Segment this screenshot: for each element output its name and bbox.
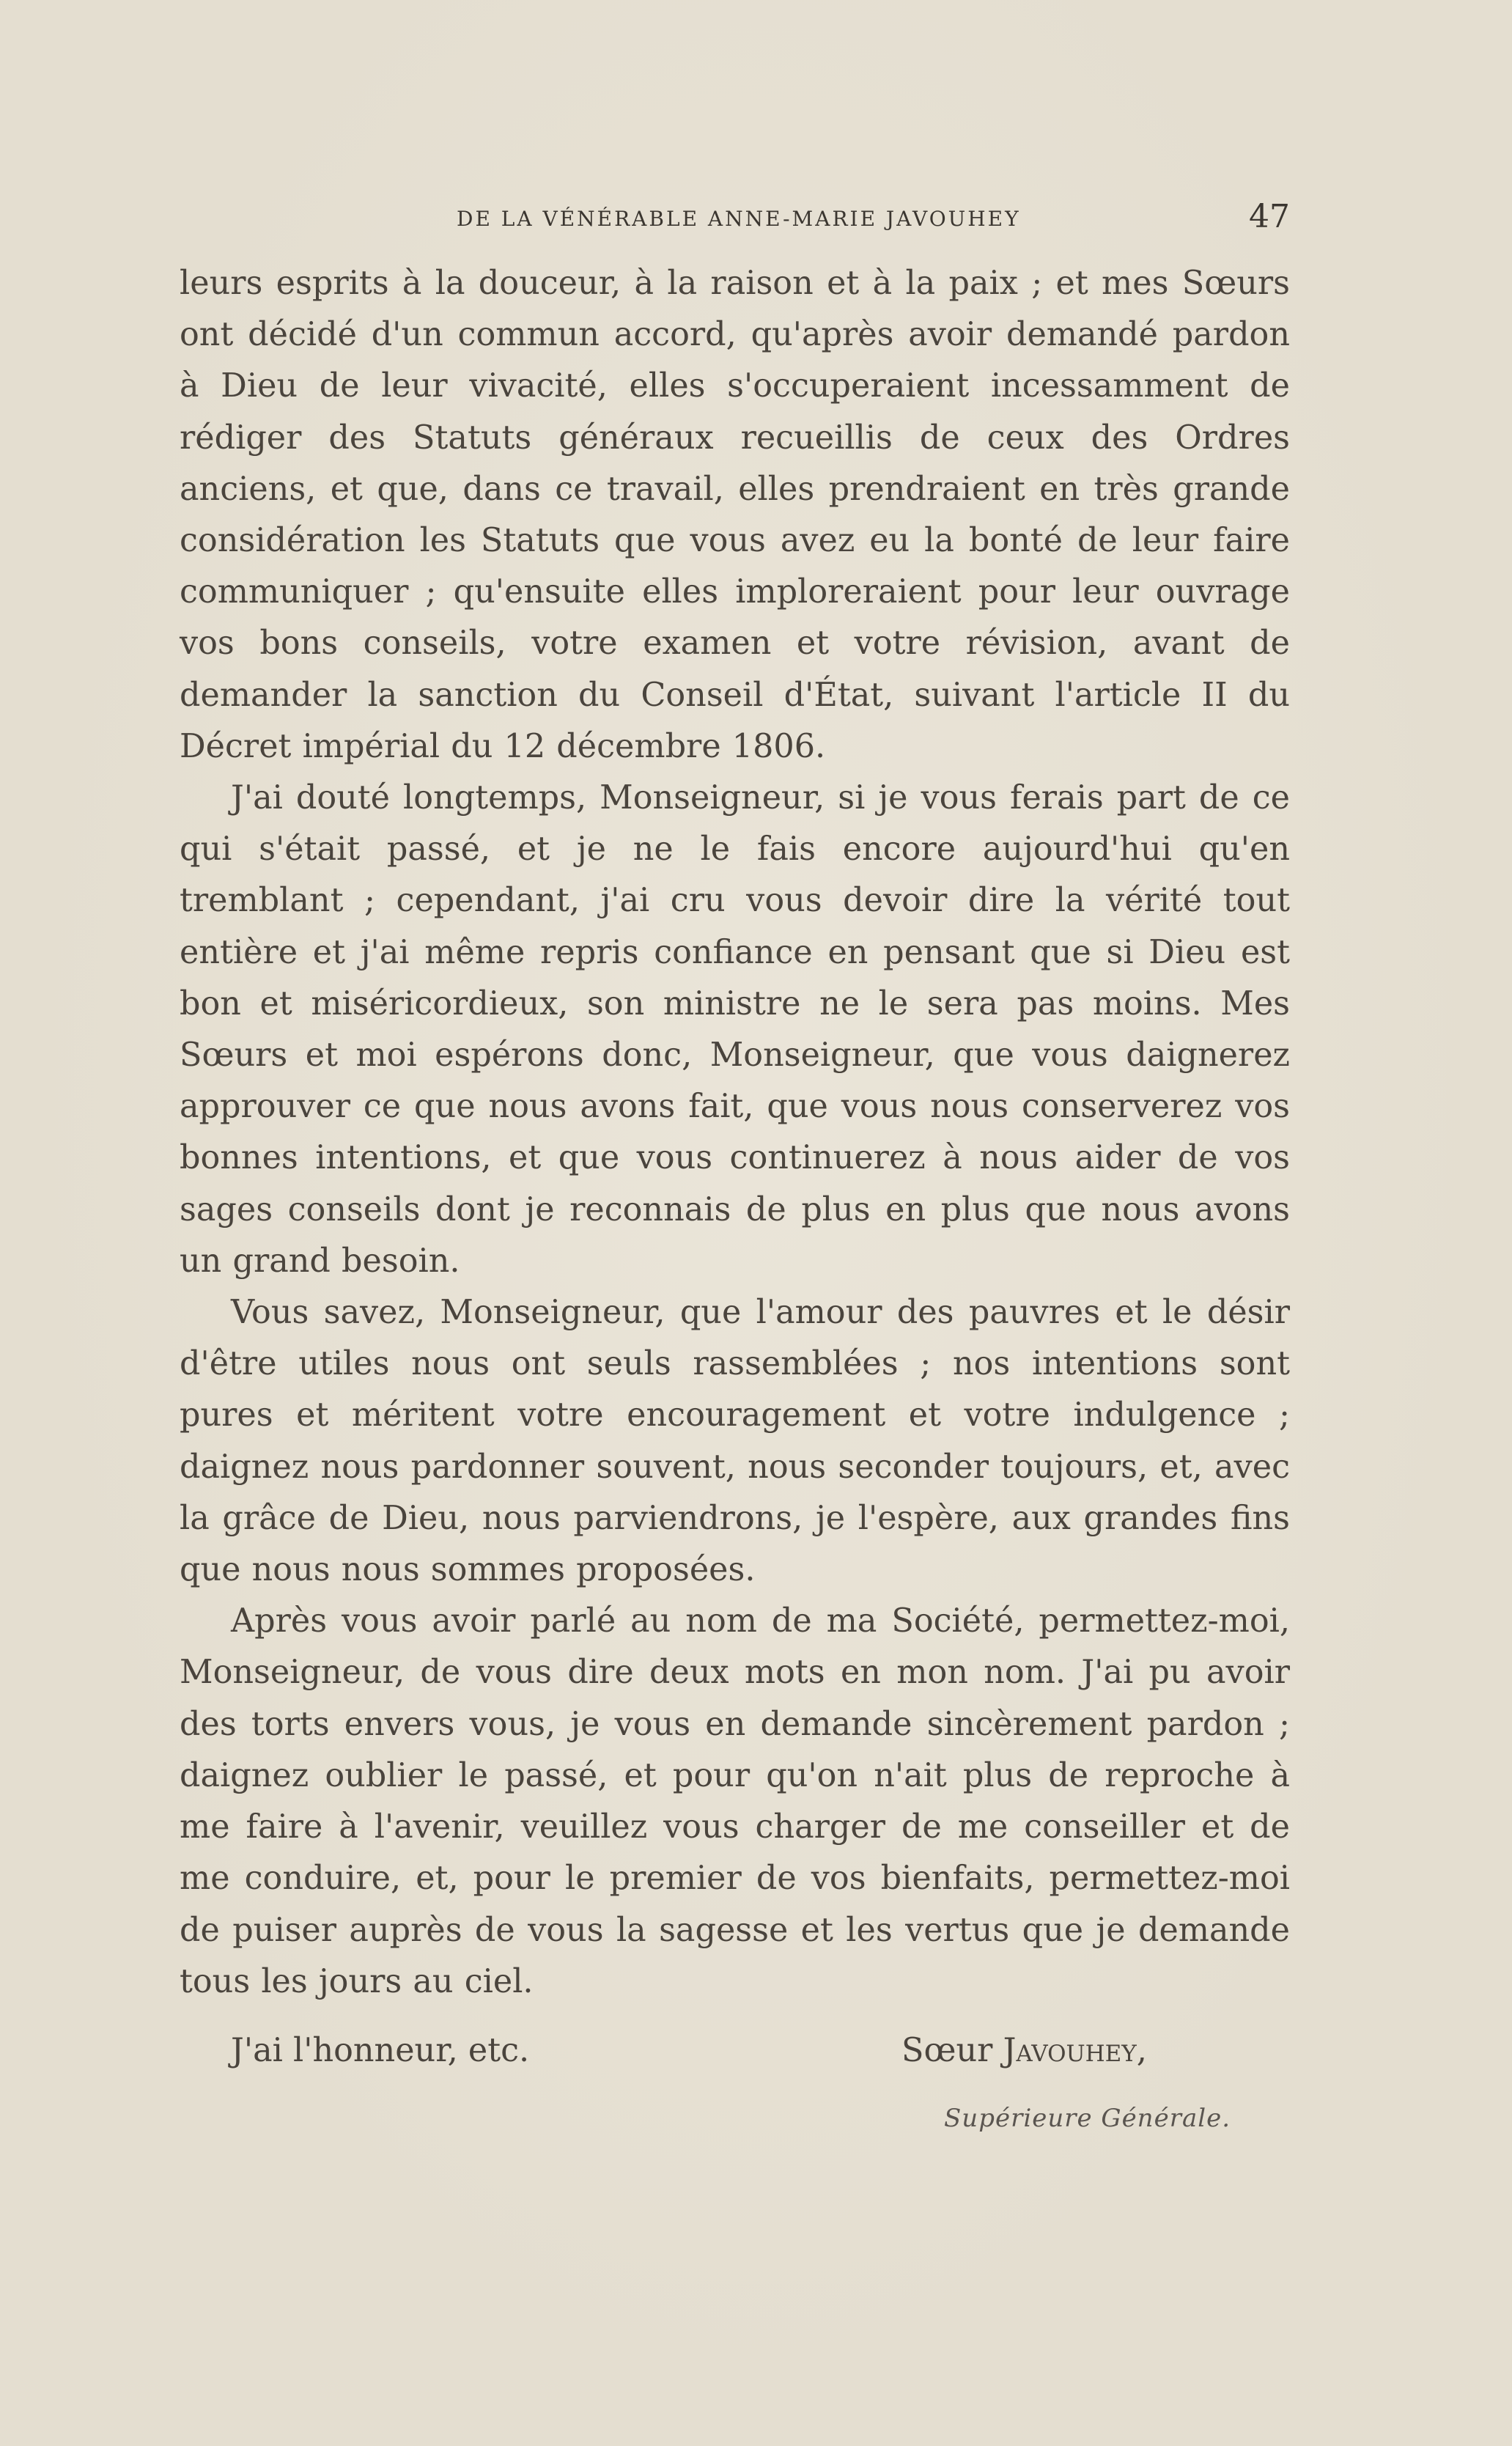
paragraph-4: Après vous avoir parlé au nom de ma Société, permettez-moi, Monseigneur, de vous dire deux mots en mon nom. J'ai pu avoir des torts envers vous, je vous en demande sincèrement pardon ; daignez oublier le passé, et pour qu'on n'ait plus de reproche à me faire à l'avenir, veuillez vous charger de me conseiller et de me conduire, et, pour le premier de vos bienfaits, permettez-moi de puiser auprès de vous la sagesse et les vertus que je demande tous les jours au ciel. <box>180 1602 1290 2000</box>
body-text <box>180 258 1290 2008</box>
signature <box>901 2032 1147 2069</box>
signature-name: Javouhey, <box>1003 2032 1147 2069</box>
paragraph-2: J'ai douté longtemps, Monseigneur, si je vous ferais part de ce qui s'était passé, et je ne le fais encore aujourd'hui qu'en tremblant ; cependant, j'ai cru vous devoir dire la vérité tout entière et j'ai même repris confiance en pensant que si Dieu est bon et miséricordieux, son ministre ne le sera pas moins. Mes Sœurs et moi espérons donc, Monseigneur, que vous daignerez approuver ce que nous avons fait, que vous nous conserverez vos bonnes intentions, et que vous continuerez à nous aider de vos sages conseils dont je reconnais de plus en plus que nous avons un grand besoin. <box>180 779 1290 1280</box>
running-title: DE LA VÉNÉRABLE ANNE-MARIE JAVOUHEY <box>457 207 1021 231</box>
paragraph-3: Vous savez, Monseigneur, que l'amour des pauvres et le désir d'être utiles nous ont seuls rassemblées ; nos intentions sont pures et méritent votre encouragement et votre indulgence ; daignez nous pardonner souvent, nous seconder toujours, et, avec la grâce de Dieu, nous parviendrons, je l'espère, aux grandes fins que nous nous sommes proposées. <box>180 1294 1290 1589</box>
paragraph-1: leurs esprits à la douceur, à la raison et à la paix ; et mes Sœurs ont décidé d'un commun accord, qu'après avoir demandé pardon à Dieu de leur vivacité, elles s'occuperaient incessamment de rédiger des Statuts généraux recueillis de ceux des Ordres anciens, et que, dans ce travail, elles prendraient en très grande considération les Statuts que vous avez eu la bonté de leur faire communiquer ; qu'ensuite elles imploreraient pour leur ouvrage vos bons conseils, votre examen et votre révision, avant de demander la sanction du Conseil d'État, suivant l'article II du Décret impérial du 12 décembre 1806. <box>180 265 1290 765</box>
signature-prefix: Sœur <box>901 2032 993 2069</box>
running-head <box>180 198 1290 242</box>
closing-salutation: J'ai l'honneur, etc. <box>231 2032 530 2069</box>
signature-title: Supérieure Générale. <box>944 2104 1231 2133</box>
page-number: 47 <box>1249 198 1290 235</box>
letter-closing <box>180 2032 1290 2083</box>
